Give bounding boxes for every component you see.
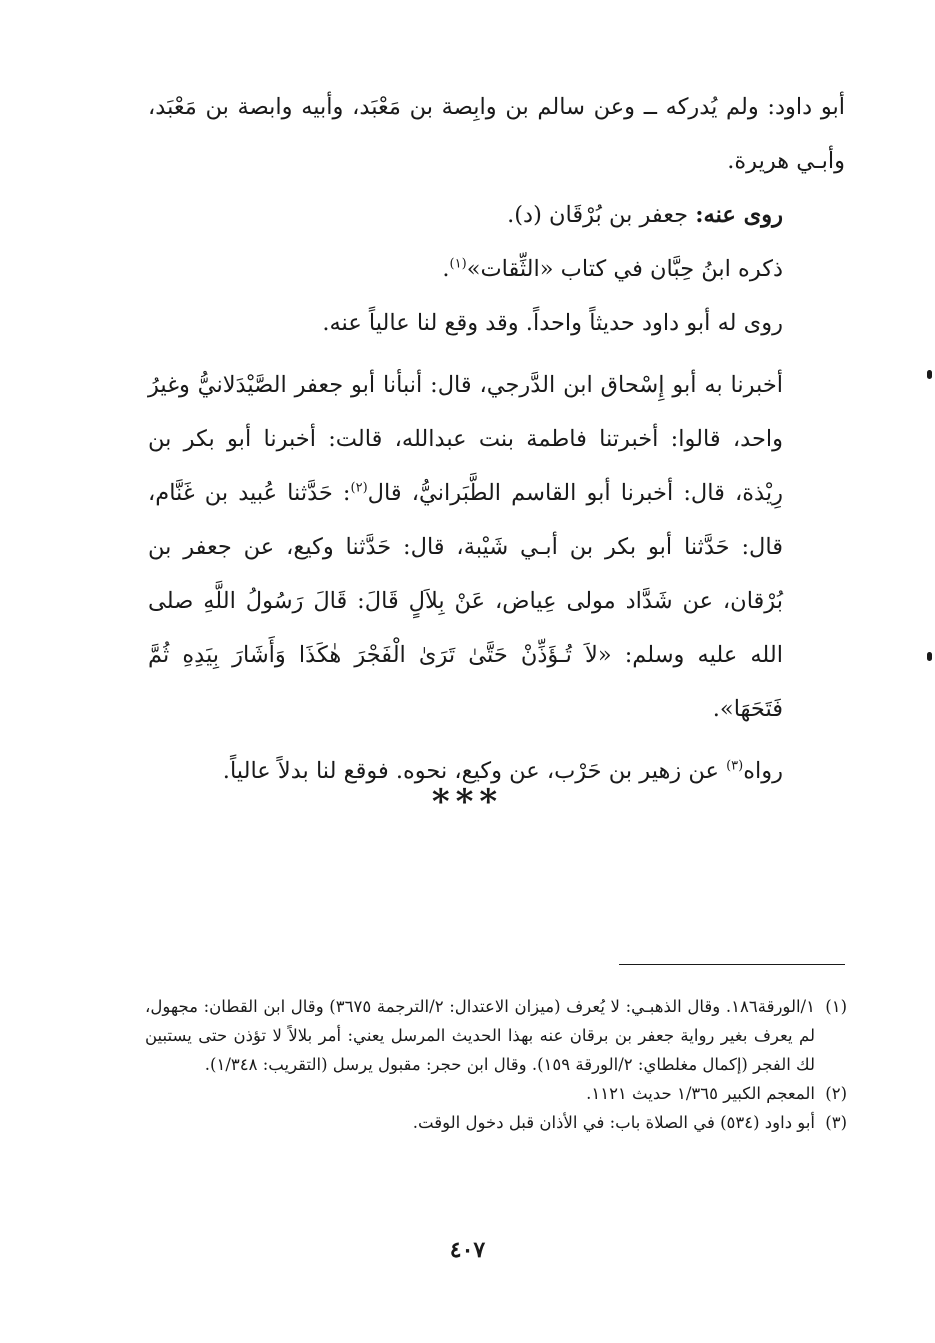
footnote-text: أبو داود (٥٣٤) في الصلاة باب: في الأذان قبل دخول الوقت.	[412, 1113, 815, 1132]
footnote-number: (٢)	[825, 1084, 847, 1103]
paragraph-abu-dawud	[148, 296, 845, 350]
page-number: ٤٠٧	[449, 1237, 486, 1263]
scan-mark	[927, 370, 932, 379]
main-text	[148, 80, 845, 798]
paragraph-text: رواه	[743, 758, 783, 784]
paragraph-text: ذكره ابنُ حِبَّان في كتاب «الثِّقات»	[466, 256, 783, 282]
paragraph-isnad	[148, 358, 845, 736]
paragraph-transmitted-from	[148, 188, 845, 242]
scan-mark	[927, 652, 932, 661]
footnote-rule	[619, 964, 845, 965]
footnote-item	[145, 1108, 847, 1137]
section-separator: ***	[431, 782, 504, 822]
paragraph-narrators	[148, 80, 845, 188]
footnote-number: (٣)	[825, 1113, 847, 1132]
paragraph-text: أبو داود: ولم يُدركه ــ وعن سالم بن وابِصة بن مَعْبَد، وأبيه وابصة بن مَعْبَد، وأبـي هريرة.	[148, 94, 845, 174]
footnote-item	[145, 992, 847, 1079]
paragraph-text: جعفر بن بُرْقَان (د).	[507, 202, 696, 228]
paragraph-text-after: : حَدَّثنا عُبيد بن غَنَّام، قال: حَدَّثنا أبو بكر بن أبـي شَيْبة، قال: حَدَّثنا وكيع، عن جعفر بن بُرْقان، عن شَدَّاد مولى عِياض، عَنْ بِلاَلٍ قَالَ: قَالَ رَسُولُ اللَّهِ صلى الله عليه وسلم: «لاَ تُـؤَذِّنْ حَتَّىٰ تَرَىٰ الْفَجْرَ هٰكَذَا وَأَشَارَ بِيَدِهِ ثُمَّ فَتَحَهَا».	[148, 480, 783, 722]
paragraph-text: أخبرنا به أبو إِسْحاق ابن الدَّرجي، قال: أنبأنا أبو جعفر الصَّيْدَلانيُّ وغيرُ واحد، قالوا: أخبرتنا فاطمة بنت عبدالله، قالت: أخبرنا أبو بكر بن رِيْذة، قال: أخبرنا أبو القاسم الطَّبَرانيُّ، قال	[148, 372, 783, 506]
footnotes	[145, 992, 847, 1137]
footnote-ref: (١)	[449, 256, 467, 272]
footnote-item	[145, 1079, 847, 1108]
paragraph-text-after: .	[442, 256, 450, 282]
footnote-number: (١)	[825, 997, 847, 1016]
paragraph-text: روى له أبو داود حديثاً واحداً. وقد وقع لنا عالياً عنه.	[322, 310, 783, 336]
paragraph-text-after: عن زهير بن حَرْب، عن وكيع، نحوه. فوقع لنا بدلاً عالياً.	[222, 758, 727, 784]
paragraph-ibn-hibban	[148, 242, 845, 296]
footnote-text: ١/الورقة١٨٦. وقال الذهبـي: لا يُعرف (ميزان الاعتدال: ٢/الترجمة ٣٦٧٥) وقال ابن القطان: مجهول، لم يعرف بغير رواية جعفر بن برقان عنه بهذا الحديث المرسل يعني: أمر بلالاً لا تؤذن حتى يستبين لك الفجر (إكمال مغلطاي: ٢/الورقة ١٥٩). وقال ابن حجر: مقبول يرسل (التقريب: ١/٣٤٨).	[145, 997, 815, 1074]
footnote-text: المعجم الكبير ١/٣٦٥ حديث ١١٢١.	[586, 1084, 815, 1103]
footnote-ref: (٣)	[726, 758, 744, 774]
footnote-ref: (٢)	[350, 480, 368, 496]
transmitted-label: روى عنه:	[695, 202, 783, 228]
